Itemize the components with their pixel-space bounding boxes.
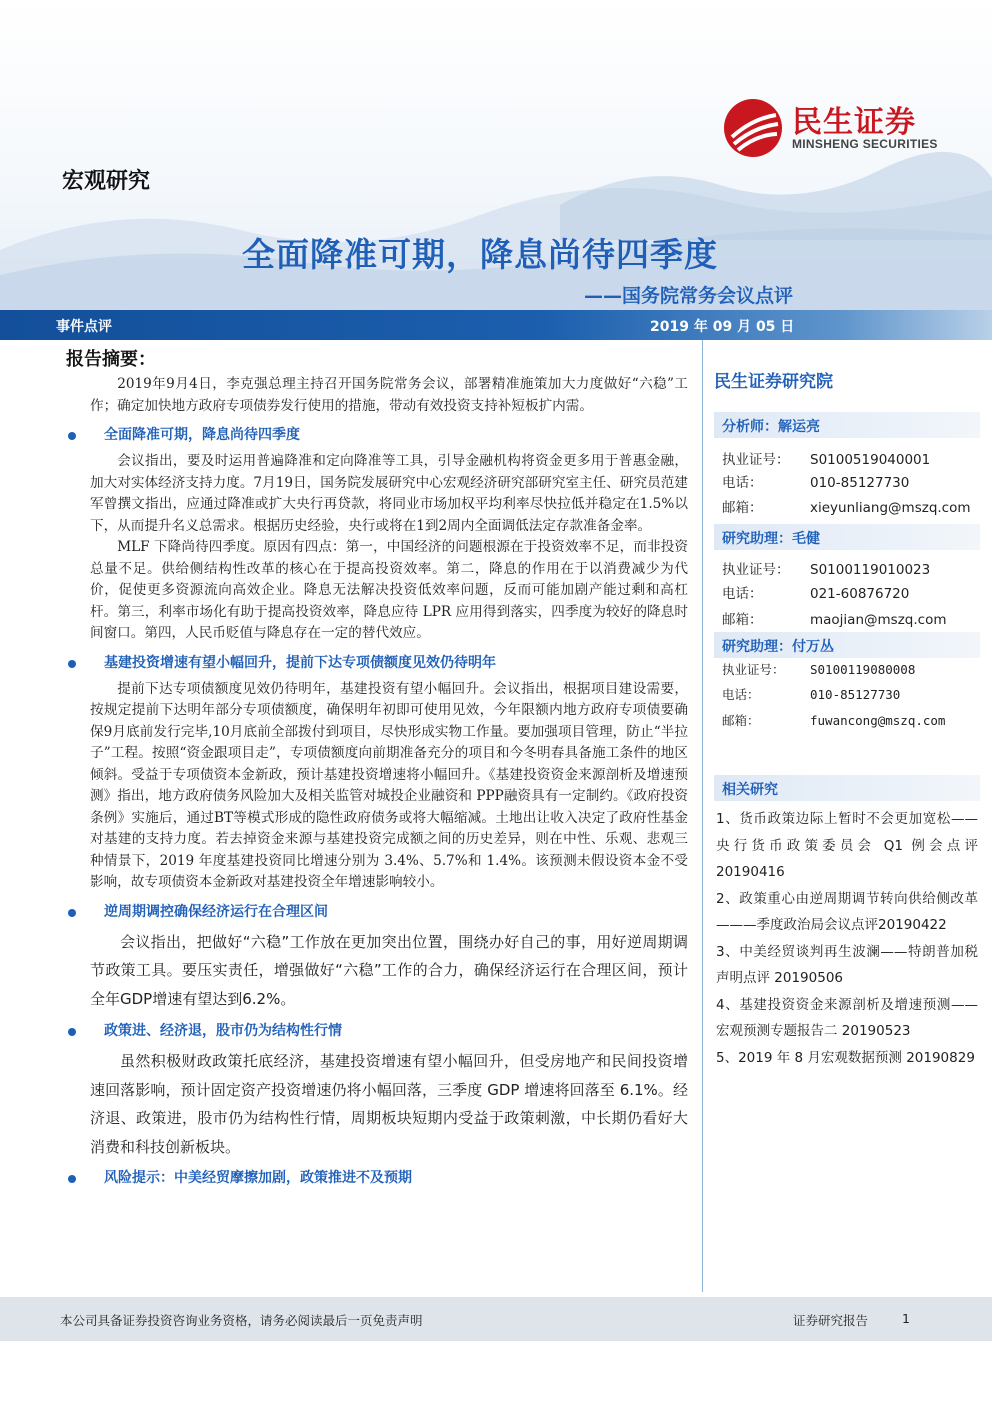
intro-paragraph: 2019年9月4日，李克强总理主持召开国务院常务会议，部署精准施策加大力度做好“六稳”工作；确定加快地方政府专项债券发行使用的措施，带动有效投资支持补短板扩内需。 (90, 376, 688, 414)
related-research-item[interactable]: 3、中美经贸谈判再生波澜——特朗普加税声明点评 20190506 (716, 943, 978, 986)
brand-name-cn: 民生证券 (792, 105, 916, 140)
page-footer (0, 1297, 992, 1341)
report-date: 2019 年 09 月 05 日 (650, 319, 795, 335)
section-heading-truncated: 风险提示：中美经贸摩擦加剧，政策推进不及预期 (62, 1165, 687, 1177)
header-banner (0, 0, 992, 340)
report-title: 全面降准可期，降息尚待四季度 (242, 235, 718, 274)
brand-logo (722, 97, 952, 157)
abstract-title: 报告摘要： (66, 349, 156, 370)
report-subtitle: ——国务院常务会议点评 (584, 285, 794, 307)
main-column (62, 346, 688, 1186)
page-number: 1 (902, 1311, 910, 1326)
bullet-dot-icon (68, 1028, 76, 1036)
related-research-heading: 相关研究 (714, 775, 980, 801)
minsheng-logo-icon (722, 97, 784, 159)
body-paragraph: 会议指出，要及时运用普遍降准和定向降准等工具，引导金融机构将资金更多用于普惠金融，加大对实体经济支持力度。7月19日，国务院发展研究中心宏观经济研究部研究室主任、研究员范建军曾撰文指出，应通过降准或扩大央行再贷款，将同业市场加权平均利率尽快拉低并稳定在1.5%以下，从而提升名义总需求。根据历史经验，央行或将在1到2周内全面调低法定存款准备金率。 (90, 453, 688, 534)
body-paragraph: 会议指出，把做好“六稳”工作放在更加突出位置，围绕办好自己的事，用好逆周期调节政策工具。要压实责任，增强做好“六稳”工作的合力，确保经济运行在合理区间，预计全年GDP增速有望达到6.2%。 (90, 932, 688, 1008)
body-paragraph: 虽然积极财政政策托底经济，基建投资增速有望小幅回升，但受房地产和民间投资增速回落影响，预计固定资产投资增速仍将小幅回落，三季度 GDP 增速将回落至 6.1%。经济退、政策进，股市仍为结构性行情，周期板块短期内受益于政策刺激，中长期仍看好大消费和科技创新板块。 (90, 1052, 688, 1156)
section-heading: 逆周期调控确保经济运行在合理区间 (62, 899, 687, 925)
report-category: 宏观研究 (62, 169, 151, 194)
column-divider (702, 340, 703, 1292)
related-research-item[interactable]: 4、基建投资资金来源剖析及增速预测——宏观预测专题报告二 20190523 (716, 996, 978, 1039)
body-paragraph: MLF 下降尚待四季度。原因有四点：第一，中国经济的问题根源在于投资效率不足，而非投资总量不足。供给侧结构性改革的核心在于提高投资效率。第二，降息的作用在于以消费减少为代价，促使更多资源流向高效企业。降息无法解决投资低效率问题，反而可能加剧产能过剩和高杠杆。第三，利率市场化有助于提高投资效率，降息应待 LPR 应用得到落实，四季度为较好的降息时间窗口。第四，人民币贬值与降息存在一定的替代效应。 (90, 539, 688, 641)
section-heading: 基建投资增速有望小幅回升，提前下达专项债额度见效仍待明年 (62, 650, 687, 676)
brand-name-en: MINSHENG SECURITIES (792, 137, 938, 151)
event-bar (0, 310, 992, 340)
institute-name: 民生证券研究院 (714, 372, 833, 392)
assistant1-heading: 研究助理：毛健 (714, 524, 980, 550)
report-type: 证券研究报告 (793, 1313, 869, 1328)
event-label: 事件点评 (56, 319, 112, 335)
section-heading: 政策进、经济退，股市仍为结构性行情 (62, 1018, 687, 1044)
body-paragraph: 提前下达专项债额度见效仍待明年，基建投资有望小幅回升。会议指出，根据项目建设需要，按规定提前下达明年部分专项债额度，确保明年初即可使用见效，今年限额内地方政府专项债要确保9月底前发行完毕,10月底前全部拨付到项目，尽快形成实物工作量。要加强项目管理，防止“半拉子”工程。按照“资金跟项目走”，专项债额度向前期准备充分的项目和今冬明春具备施工条件的地区倾斜。受益于专项债资本金新政，预计基建投资增速将小幅回升。《基建投资资金来源剖析及增速预测》指出，地方政府债务风险加大及相关监管对城投企业融资和 PPP融资具有一定制约。《政府投资条例》实施后，通过BT等模式形成的隐性政府债务或将大幅缩减。土地出让收入决定了政府性基金对基建的支持力度。若去掉资金来源与基建投资完成额之间的历史差异，则在中性、乐观、悲观三种情景下，2019 年度基建投资同比增速分别为 3.4%、5.7%和 1.4%。该预测未假设资本金不受影响，故专项债资本金新政对基建投资全年增速影响较小。 (90, 680, 688, 890)
assistant2-heading: 研究助理：付万丛 (714, 632, 980, 658)
bullet-dot-icon (68, 660, 76, 668)
bullet-dot-icon (68, 432, 76, 440)
related-research-item[interactable]: 2、政策重心由逆周期调节转向供给侧改革———季度政治局会议点评20190422 (716, 890, 978, 933)
analyst-heading: 分析师：解运亮 (714, 412, 980, 438)
bullet-dot-icon (68, 1175, 76, 1183)
disclaimer-text: 本公司具备证券投资咨询业务资格，请务必阅读最后一页免责声明 (60, 1313, 423, 1328)
related-research-item[interactable]: 5、2019 年 8 月宏观数据预测 20190829 (716, 1049, 975, 1066)
related-research-item[interactable]: 1、货币政策边际上暂时不会更加宽松——央行货币政策委员会 Q1 例会点评 20190416 (716, 811, 978, 880)
section-heading: 全面降准可期，降息尚待四季度 (62, 422, 687, 448)
bullet-dot-icon (68, 909, 76, 917)
related-research-list (716, 806, 978, 1071)
